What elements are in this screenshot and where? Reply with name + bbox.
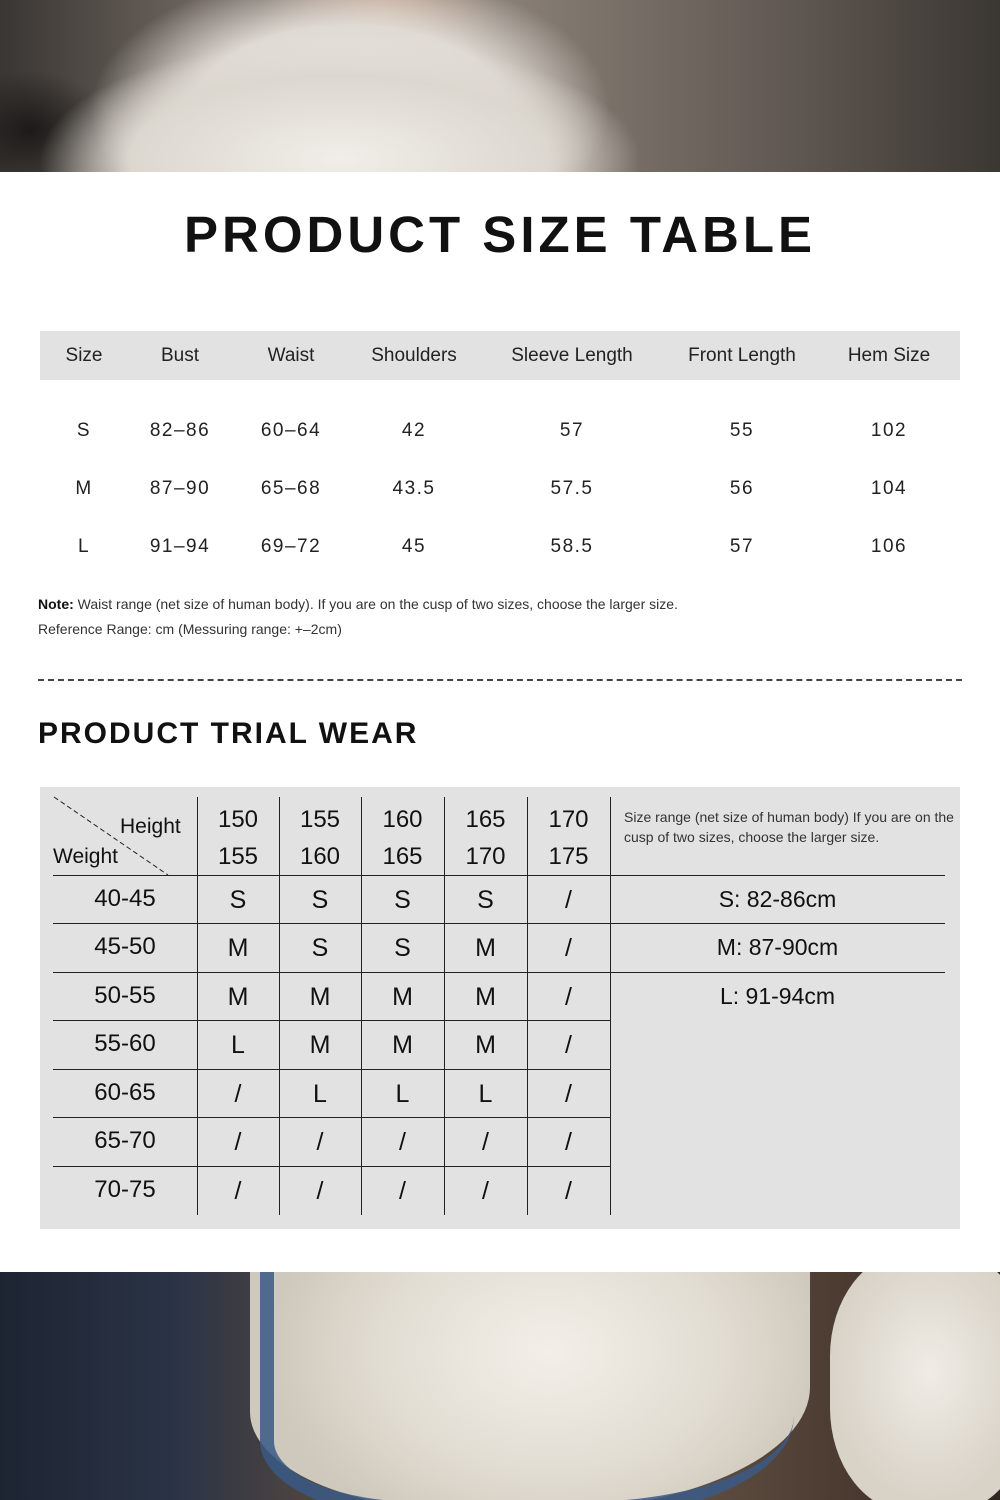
size-range: S: 82-86cm (718, 886, 837, 912)
table-row (40, 518, 960, 576)
weight-label: 45-50 (94, 933, 156, 960)
size-cell: L (478, 1080, 493, 1108)
table-cell: 56 (729, 478, 755, 499)
height-from: 170 (548, 806, 589, 833)
weight-label: 60-65 (94, 1079, 156, 1106)
table-cell: 104 (870, 478, 908, 499)
size-cell: S (229, 886, 247, 914)
size-cell: / (234, 1080, 242, 1108)
size-cell: L (395, 1080, 410, 1108)
corner-weight-label: Weight (53, 845, 118, 868)
height-header (197, 801, 279, 875)
table-cell: 65–68 (260, 478, 322, 499)
size-cell: S (311, 886, 329, 914)
table-cell: 60–64 (260, 420, 322, 441)
height-from: 155 (299, 806, 341, 833)
table-cell: L (77, 536, 91, 557)
fur-collar (40, 40, 640, 172)
height-to: 165 (382, 843, 423, 870)
height-to: 160 (299, 843, 341, 870)
size-cell: M (392, 983, 413, 1011)
trial-wear-table (40, 787, 960, 1229)
height-from: 150 (217, 806, 259, 833)
fur-sleeve (830, 1272, 1000, 1500)
size-cell: S (477, 886, 494, 914)
table-cell: 82–86 (149, 420, 211, 441)
range-divider (610, 972, 945, 973)
product-photo-top (0, 0, 1000, 172)
height-header (279, 801, 361, 875)
note-line (38, 596, 678, 612)
size-cell: / (316, 1128, 324, 1156)
size-cell: S (394, 886, 411, 914)
size-range-note: Size range (net size of human body) If you are on the cusp of two sizes, choose the larger size. (624, 809, 954, 845)
header-bust: Bust (160, 344, 200, 366)
size-range: L: 91-94cm (719, 983, 836, 1009)
size-cell: S (394, 934, 411, 962)
table-cell: 87–90 (149, 478, 211, 499)
size-cell: M (475, 983, 496, 1011)
page-title: PRODUCT SIZE TABLE (183, 206, 817, 263)
note-label: Note: (38, 596, 74, 612)
reference-range: Reference Range: cm (Messuring range: +–2cm) (38, 621, 342, 637)
size-cell: / (234, 1177, 242, 1205)
size-cell: M (309, 1031, 331, 1059)
height-from: 160 (382, 806, 423, 833)
size-cell: / (482, 1128, 489, 1156)
height-to: 170 (465, 843, 506, 870)
table-row (40, 460, 960, 518)
size-cell: M (227, 983, 249, 1011)
size-cell: M (309, 983, 331, 1011)
height-to: 175 (548, 843, 589, 870)
header-shoulders: Shoulders (371, 344, 457, 366)
header-hem-size: Hem Size (847, 344, 931, 366)
size-cell: / (565, 1128, 572, 1156)
size-cell: L (313, 1080, 327, 1108)
size-table (40, 331, 960, 576)
table-cell: 43.5 (392, 478, 436, 499)
height-header (444, 801, 527, 875)
height-header (361, 801, 444, 875)
table-row (40, 402, 960, 460)
height-from: 165 (465, 806, 506, 833)
table-cell: 58.5 (550, 536, 594, 557)
size-cell: M (475, 934, 496, 962)
header-sleeve-length: Sleeve Length (511, 344, 633, 366)
size-cell: M (227, 934, 249, 962)
table-cell: 106 (870, 536, 908, 557)
size-cell: / (565, 886, 572, 914)
table-cell: 55 (729, 420, 755, 441)
table-cell: 91–94 (149, 536, 211, 557)
table-cell: 102 (870, 420, 908, 441)
size-cell: / (234, 1128, 242, 1156)
table-cell: 57.5 (550, 478, 594, 499)
table-cell: 42 (401, 420, 427, 441)
denim-trim (260, 1272, 794, 1500)
table-cell: 57 (559, 420, 585, 441)
size-cell: / (316, 1177, 324, 1205)
weight-label: 65-70 (94, 1127, 156, 1154)
size-cell: / (565, 1080, 572, 1108)
table-cell: 45 (401, 536, 427, 557)
size-table-header (40, 331, 960, 380)
table-cell: M (75, 478, 93, 499)
table-cell: 57 (729, 536, 755, 557)
header-front-length: Front Length (688, 344, 796, 366)
header-waist: Waist (267, 344, 315, 366)
height-to: 155 (217, 843, 259, 870)
range-divider (610, 875, 945, 876)
weight-label: 70-75 (94, 1176, 156, 1203)
product-photo-bottom (0, 1272, 1000, 1500)
weight-label: 40-45 (94, 885, 156, 912)
dashed-divider (38, 679, 962, 681)
table-cell: S (76, 420, 92, 441)
trial-title: PRODUCT TRIAL WEAR (38, 717, 419, 750)
height-header (527, 801, 610, 875)
size-cell: L (231, 1031, 245, 1059)
size-cell: M (392, 1031, 413, 1059)
size-cell: / (399, 1177, 406, 1205)
corner-height-label: Height (120, 815, 181, 838)
size-range: M: 87-90cm (716, 934, 839, 960)
size-cell: S (311, 934, 329, 962)
weight-label: 50-55 (94, 982, 156, 1009)
size-cell: / (565, 934, 572, 962)
size-cell: M (475, 1031, 496, 1059)
size-cell: / (565, 983, 572, 1011)
table-cell: 69–72 (260, 536, 322, 557)
header-size: Size (65, 344, 103, 366)
range-divider (610, 923, 945, 924)
weight-label: 55-60 (94, 1030, 156, 1057)
size-cell: / (399, 1128, 406, 1156)
size-cell: / (565, 1177, 572, 1205)
size-cell: / (565, 1031, 572, 1059)
note-text: Waist range (net size of human body). If you are on the cusp of two sizes, choose the larger size. (77, 596, 678, 612)
size-cell: / (482, 1177, 489, 1205)
